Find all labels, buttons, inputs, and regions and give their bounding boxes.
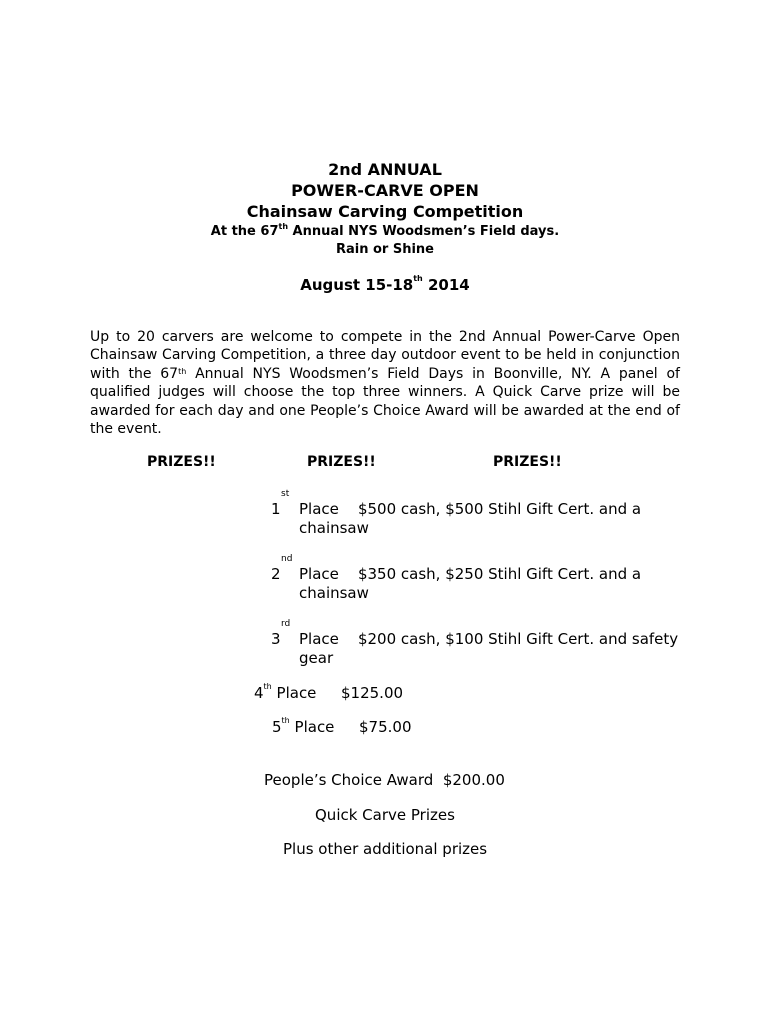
heading-power-carve-open: POWER-CARVE OPEN (291, 181, 479, 200)
third-place-number: 3 (271, 630, 281, 648)
fourth-place-label (254, 684, 316, 702)
paragraph-sup: th (178, 366, 187, 376)
paragraph-part-1: Up to 20 carvers are welcome to compete in the 2nd Annual Power-Carve Open Chainsaw Carving Competition, a three day outdoor event to be held in conjunction with the 67 (90, 329, 680, 382)
fourth-place-word: Place (271, 684, 317, 702)
heading-location (0, 224, 770, 239)
prizes-header-3: PRIZES!! (493, 454, 562, 470)
fourth-place-amount: $125.00 (341, 684, 404, 702)
prizes-header-1: PRIZES!! (147, 454, 216, 470)
date-sup: th (413, 274, 423, 283)
fifth-place-amount: $75.00 (359, 718, 412, 736)
fourth-place-sup: th (263, 682, 272, 691)
location-suffix: Annual NYS Woodsmen’s Field days. (288, 224, 560, 239)
event-date (0, 276, 770, 294)
heading-annual: 2nd ANNUAL (328, 160, 442, 179)
third-place-sup: rd (281, 619, 291, 629)
additional-prizes: Plus other additional prizes (283, 840, 488, 858)
quick-carve-prizes: Quick Carve Prizes (315, 806, 455, 824)
location-sup: th (278, 222, 289, 231)
second-place-sup: nd (281, 554, 293, 564)
fifth-place-sup: th (281, 716, 290, 725)
peoples-choice-award: People’s Choice Award $200.00 (264, 771, 505, 789)
paragraph-part-2: Annual NYS Woodsmen’s Field Days in Boonville, NY. A panel of qualified judges will choose the top three winners. A Quick Carve prize will be awarded for each day and one People’s Choice Award will be awarded at the end of the event. (90, 365, 680, 438)
fifth-place-word: Place (289, 718, 335, 736)
second-place-prize: Place $350 cash, $250 Stihl Gift Cert. and a chainsaw (299, 565, 646, 602)
date-prefix: August 15-18 (300, 276, 414, 294)
location-prefix: At the 67 (210, 224, 279, 239)
prizes-header-2: PRIZES!! (307, 454, 376, 470)
fifth-place-number: 5 (272, 718, 282, 736)
second-place-number: 2 (271, 565, 281, 583)
heading-rain-or-shine: Rain or Shine (335, 242, 435, 257)
third-place-prize: Place $200 cash, $100 Stihl Gift Cert. and safety gear (299, 630, 683, 667)
first-place-sup: st (281, 489, 290, 499)
fourth-place-number: 4 (254, 684, 264, 702)
description-paragraph (90, 328, 680, 438)
first-place-number: 1 (271, 500, 281, 518)
heading-competition: Chainsaw Carving Competition (246, 202, 524, 221)
first-place-prize: Place $500 cash, $500 Stihl Gift Cert. and a chainsaw (299, 500, 646, 537)
fifth-place-label (272, 718, 334, 736)
date-suffix: 2014 (422, 276, 470, 294)
